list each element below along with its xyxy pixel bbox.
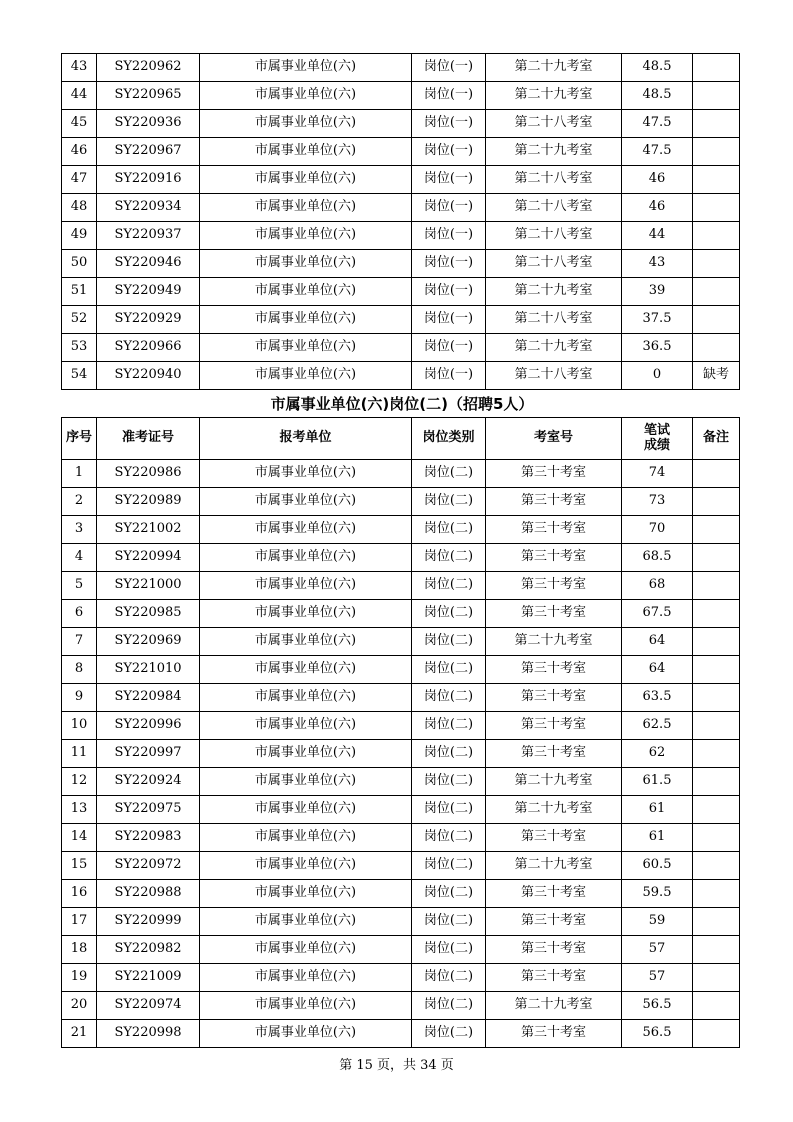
exam-id-cell: SY220946 (97, 250, 200, 278)
results-table-post-2 (61, 417, 740, 1048)
score-cell: 57 (622, 936, 693, 964)
exam-id-cell: SY220999 (97, 908, 200, 936)
remarks-cell (693, 628, 740, 656)
post-type-cell: 岗位(二) (412, 824, 486, 852)
unit-cell: 市属事业单位(六) (200, 796, 412, 824)
post-type-cell: 岗位(二) (412, 656, 486, 684)
seq-cell: 47 (62, 166, 97, 194)
seq-cell: 52 (62, 306, 97, 334)
table-row (62, 222, 740, 250)
unit-cell: 市属事业单位(六) (200, 544, 412, 572)
table-row (62, 740, 740, 768)
unit-cell: 市属事业单位(六) (200, 334, 412, 362)
unit-cell: 市属事业单位(六) (200, 460, 412, 488)
unit-cell: 市属事业单位(六) (200, 488, 412, 516)
unit-cell: 市属事业单位(六) (200, 880, 412, 908)
exam-id-cell: SY220929 (97, 306, 200, 334)
header-remarks: 备注 (693, 418, 740, 460)
table-row (62, 712, 740, 740)
post-type-cell: 岗位(二) (412, 628, 486, 656)
post-type-cell: 岗位(二) (412, 1020, 486, 1048)
post-type-cell: 岗位(二) (412, 516, 486, 544)
exam-room-cell: 第三十考室 (486, 964, 622, 992)
exam-room-cell: 第三十考室 (486, 488, 622, 516)
table-row (62, 656, 740, 684)
unit-cell: 市属事业单位(六) (200, 82, 412, 110)
exam-room-cell: 第二十九考室 (486, 138, 622, 166)
exam-room-cell: 第三十考室 (486, 712, 622, 740)
post-type-cell: 岗位(一) (412, 138, 486, 166)
table-row (62, 908, 740, 936)
table-row (62, 488, 740, 516)
seq-cell: 15 (62, 852, 97, 880)
unit-cell: 市属事业单位(六) (200, 250, 412, 278)
post-type-cell: 岗位(二) (412, 964, 486, 992)
exam-id-cell: SY220982 (97, 936, 200, 964)
remarks-cell: 缺考 (693, 362, 740, 390)
remarks-cell (693, 54, 740, 82)
seq-cell: 6 (62, 600, 97, 628)
table-row (62, 600, 740, 628)
exam-room-cell: 第二十九考室 (486, 768, 622, 796)
score-cell: 70 (622, 516, 693, 544)
post-type-cell: 岗位(一) (412, 222, 486, 250)
unit-cell: 市属事业单位(六) (200, 278, 412, 306)
unit-cell: 市属事业单位(六) (200, 194, 412, 222)
exam-room-cell: 第三十考室 (486, 516, 622, 544)
unit-cell: 市属事业单位(六) (200, 936, 412, 964)
table-row (62, 460, 740, 488)
exam-id-cell: SY220937 (97, 222, 200, 250)
post-type-cell: 岗位(一) (412, 166, 486, 194)
score-cell: 68 (622, 572, 693, 600)
remarks-cell (693, 166, 740, 194)
seq-cell: 46 (62, 138, 97, 166)
score-cell: 57 (622, 964, 693, 992)
remarks-cell (693, 250, 740, 278)
section-title: 市属事业单位(六)岗位(二)（招聘5人） (270, 395, 534, 413)
score-cell: 60.5 (622, 852, 693, 880)
score-cell: 68.5 (622, 544, 693, 572)
seq-cell: 45 (62, 110, 97, 138)
seq-cell: 1 (62, 460, 97, 488)
score-cell: 59.5 (622, 880, 693, 908)
table-row (62, 306, 740, 334)
remarks-cell (693, 824, 740, 852)
score-cell: 47.5 (622, 110, 693, 138)
unit-cell: 市属事业单位(六) (200, 908, 412, 936)
remarks-cell (693, 656, 740, 684)
exam-room-cell: 第三十考室 (486, 824, 622, 852)
score-cell: 62.5 (622, 712, 693, 740)
score-cell: 0 (622, 362, 693, 390)
unit-cell: 市属事业单位(六) (200, 138, 412, 166)
table-row (62, 516, 740, 544)
unit-cell: 市属事业单位(六) (200, 656, 412, 684)
table-row (62, 768, 740, 796)
score-cell: 56.5 (622, 992, 693, 1020)
post-type-cell: 岗位(二) (412, 712, 486, 740)
post-type-cell: 岗位(二) (412, 684, 486, 712)
seq-cell: 14 (62, 824, 97, 852)
seq-cell: 8 (62, 656, 97, 684)
remarks-cell (693, 222, 740, 250)
post-type-cell: 岗位(二) (412, 880, 486, 908)
remarks-cell (693, 796, 740, 824)
unit-cell: 市属事业单位(六) (200, 964, 412, 992)
post-type-cell: 岗位(二) (412, 572, 486, 600)
table-row (62, 194, 740, 222)
post-type-cell: 岗位(二) (412, 740, 486, 768)
score-cell: 73 (622, 488, 693, 516)
table-row (62, 166, 740, 194)
score-cell: 62 (622, 740, 693, 768)
unit-cell: 市属事业单位(六) (200, 306, 412, 334)
table-row (62, 628, 740, 656)
score-cell: 64 (622, 628, 693, 656)
table-row (62, 992, 740, 1020)
seq-cell: 10 (62, 712, 97, 740)
remarks-cell (693, 544, 740, 572)
score-cell: 44 (622, 222, 693, 250)
exam-id-cell: SY220924 (97, 768, 200, 796)
exam-room-cell: 第二十九考室 (486, 278, 622, 306)
score-cell: 59 (622, 908, 693, 936)
exam-id-cell: SY220994 (97, 544, 200, 572)
results-table-continued-body (62, 54, 740, 390)
exam-room-cell: 第三十考室 (486, 544, 622, 572)
seq-cell: 18 (62, 936, 97, 964)
seq-cell: 16 (62, 880, 97, 908)
unit-cell: 市属事业单位(六) (200, 222, 412, 250)
post-type-cell: 岗位(二) (412, 768, 486, 796)
exam-room-cell: 第二十八考室 (486, 306, 622, 334)
remarks-cell (693, 936, 740, 964)
post-type-cell: 岗位(二) (412, 460, 486, 488)
seq-cell: 2 (62, 488, 97, 516)
exam-room-cell: 第二十八考室 (486, 222, 622, 250)
remarks-cell (693, 908, 740, 936)
seq-cell: 12 (62, 768, 97, 796)
exam-id-cell: SY220967 (97, 138, 200, 166)
unit-cell: 市属事业单位(六) (200, 824, 412, 852)
remarks-cell (693, 516, 740, 544)
score-cell: 36.5 (622, 334, 693, 362)
exam-id-cell: SY221002 (97, 516, 200, 544)
unit-cell: 市属事业单位(六) (200, 628, 412, 656)
table-row (62, 796, 740, 824)
post-type-cell: 岗位(二) (412, 908, 486, 936)
table-row (62, 278, 740, 306)
seq-cell: 48 (62, 194, 97, 222)
seq-cell: 4 (62, 544, 97, 572)
remarks-cell (693, 712, 740, 740)
seq-cell: 51 (62, 278, 97, 306)
table-row (62, 138, 740, 166)
exam-id-cell: SY220972 (97, 852, 200, 880)
remarks-cell (693, 572, 740, 600)
seq-cell: 53 (62, 334, 97, 362)
exam-room-cell: 第三十考室 (486, 572, 622, 600)
score-cell: 37.5 (622, 306, 693, 334)
unit-cell: 市属事业单位(六) (200, 992, 412, 1020)
exam-room-cell: 第三十考室 (486, 908, 622, 936)
exam-room-cell: 第二十九考室 (486, 54, 622, 82)
remarks-cell (693, 194, 740, 222)
remarks-cell (693, 82, 740, 110)
exam-id-cell: SY220934 (97, 194, 200, 222)
unit-cell: 市属事业单位(六) (200, 362, 412, 390)
seq-cell: 5 (62, 572, 97, 600)
table-row (62, 1020, 740, 1048)
unit-cell: 市属事业单位(六) (200, 166, 412, 194)
score-cell: 47.5 (622, 138, 693, 166)
score-cell: 61 (622, 824, 693, 852)
remarks-cell (693, 488, 740, 516)
remarks-cell (693, 110, 740, 138)
exam-id-cell: SY220983 (97, 824, 200, 852)
score-cell: 61 (622, 796, 693, 824)
exam-room-cell: 第三十考室 (486, 740, 622, 768)
table-row (62, 684, 740, 712)
post-type-cell: 岗位(一) (412, 194, 486, 222)
seq-cell: 43 (62, 54, 97, 82)
post-type-cell: 岗位(二) (412, 852, 486, 880)
seq-cell: 49 (62, 222, 97, 250)
score-cell: 63.5 (622, 684, 693, 712)
header-exam-room: 考室号 (486, 418, 622, 460)
remarks-cell (693, 306, 740, 334)
exam-id-cell: SY220988 (97, 880, 200, 908)
table-header-row (62, 418, 740, 460)
post-type-cell: 岗位(二) (412, 796, 486, 824)
post-type-cell: 岗位(一) (412, 110, 486, 138)
remarks-cell (693, 1020, 740, 1048)
exam-room-cell: 第三十考室 (486, 936, 622, 964)
table-row (62, 964, 740, 992)
post-type-cell: 岗位(一) (412, 278, 486, 306)
results-table-continued (61, 53, 740, 390)
table-row (62, 572, 740, 600)
header-unit: 报考单位 (200, 418, 412, 460)
results-table-post-2-body (62, 460, 740, 1048)
table-row (62, 880, 740, 908)
remarks-cell (693, 278, 740, 306)
seq-cell: 7 (62, 628, 97, 656)
unit-cell: 市属事业单位(六) (200, 684, 412, 712)
exam-room-cell: 第二十九考室 (486, 992, 622, 1020)
score-cell: 48.5 (622, 82, 693, 110)
remarks-cell (693, 992, 740, 1020)
score-cell: 48.5 (622, 54, 693, 82)
seq-cell: 20 (62, 992, 97, 1020)
unit-cell: 市属事业单位(六) (200, 110, 412, 138)
header-written-score (622, 418, 693, 460)
table-row (62, 82, 740, 110)
exam-room-cell: 第三十考室 (486, 684, 622, 712)
unit-cell: 市属事业单位(六) (200, 572, 412, 600)
table-row (62, 250, 740, 278)
exam-room-cell: 第二十九考室 (486, 628, 622, 656)
table-row (62, 936, 740, 964)
seq-cell: 44 (62, 82, 97, 110)
unit-cell: 市属事业单位(六) (200, 768, 412, 796)
score-cell: 46 (622, 194, 693, 222)
seq-cell: 9 (62, 684, 97, 712)
remarks-cell (693, 880, 740, 908)
exam-id-cell: SY220986 (97, 460, 200, 488)
header-exam-id: 准考证号 (97, 418, 200, 460)
unit-cell: 市属事业单位(六) (200, 54, 412, 82)
exam-id-cell: SY220984 (97, 684, 200, 712)
exam-id-cell: SY220974 (97, 992, 200, 1020)
unit-cell: 市属事业单位(六) (200, 712, 412, 740)
exam-room-cell: 第三十考室 (486, 460, 622, 488)
table-row (62, 362, 740, 390)
seq-cell: 3 (62, 516, 97, 544)
exam-room-cell: 第二十九考室 (486, 82, 622, 110)
exam-id-cell: SY220966 (97, 334, 200, 362)
post-type-cell: 岗位(一) (412, 54, 486, 82)
score-cell: 43 (622, 250, 693, 278)
unit-cell: 市属事业单位(六) (200, 516, 412, 544)
header-seq: 序号 (62, 418, 97, 460)
exam-id-cell: SY220962 (97, 54, 200, 82)
post-type-cell: 岗位(二) (412, 544, 486, 572)
page-footer: 第 15 页，共 34 页 (339, 1058, 454, 1073)
exam-id-cell: SY220969 (97, 628, 200, 656)
exam-id-cell: SY221010 (97, 656, 200, 684)
unit-cell: 市属事业单位(六) (200, 1020, 412, 1048)
header-written-score-label: 笔试 成绩 (643, 422, 670, 453)
exam-id-cell: SY220997 (97, 740, 200, 768)
exam-id-cell: SY220940 (97, 362, 200, 390)
remarks-cell (693, 768, 740, 796)
seq-cell: 17 (62, 908, 97, 936)
score-cell: 61.5 (622, 768, 693, 796)
exam-room-cell: 第二十九考室 (486, 852, 622, 880)
remarks-cell (693, 460, 740, 488)
exam-room-cell: 第二十八考室 (486, 362, 622, 390)
seq-cell: 21 (62, 1020, 97, 1048)
seq-cell: 13 (62, 796, 97, 824)
table-row (62, 110, 740, 138)
exam-id-cell: SY220989 (97, 488, 200, 516)
remarks-cell (693, 964, 740, 992)
exam-room-cell: 第二十九考室 (486, 796, 622, 824)
remarks-cell (693, 740, 740, 768)
post-type-cell: 岗位(一) (412, 250, 486, 278)
exam-room-cell: 第二十八考室 (486, 166, 622, 194)
post-type-cell: 岗位(一) (412, 306, 486, 334)
table-row (62, 544, 740, 572)
exam-id-cell: SY220998 (97, 1020, 200, 1048)
exam-room-cell: 第三十考室 (486, 656, 622, 684)
seq-cell: 50 (62, 250, 97, 278)
post-type-cell: 岗位(二) (412, 936, 486, 964)
score-cell: 74 (622, 460, 693, 488)
exam-room-cell: 第二十九考室 (486, 334, 622, 362)
exam-room-cell: 第二十八考室 (486, 110, 622, 138)
header-post-type: 岗位类别 (412, 418, 486, 460)
exam-id-cell: SY220996 (97, 712, 200, 740)
score-cell: 64 (622, 656, 693, 684)
exam-room-cell: 第三十考室 (486, 600, 622, 628)
score-cell: 46 (622, 166, 693, 194)
post-type-cell: 岗位(二) (412, 992, 486, 1020)
exam-room-cell: 第三十考室 (486, 1020, 622, 1048)
remarks-cell (693, 852, 740, 880)
exam-id-cell: SY220985 (97, 600, 200, 628)
exam-room-cell: 第三十考室 (486, 880, 622, 908)
post-type-cell: 岗位(一) (412, 82, 486, 110)
score-cell: 67.5 (622, 600, 693, 628)
seq-cell: 19 (62, 964, 97, 992)
table-row (62, 54, 740, 82)
exam-room-cell: 第二十八考室 (486, 194, 622, 222)
remarks-cell (693, 600, 740, 628)
remarks-cell (693, 138, 740, 166)
unit-cell: 市属事业单位(六) (200, 600, 412, 628)
score-cell: 56.5 (622, 1020, 693, 1048)
table-row (62, 334, 740, 362)
exam-id-cell: SY220949 (97, 278, 200, 306)
remarks-cell (693, 684, 740, 712)
table-row (62, 824, 740, 852)
post-type-cell: 岗位(一) (412, 334, 486, 362)
exam-id-cell: SY221009 (97, 964, 200, 992)
exam-room-cell: 第二十八考室 (486, 250, 622, 278)
post-type-cell: 岗位(二) (412, 488, 486, 516)
post-type-cell: 岗位(二) (412, 600, 486, 628)
exam-id-cell: SY220975 (97, 796, 200, 824)
exam-id-cell: SY220965 (97, 82, 200, 110)
seq-cell: 11 (62, 740, 97, 768)
remarks-cell (693, 334, 740, 362)
seq-cell: 54 (62, 362, 97, 390)
score-cell: 39 (622, 278, 693, 306)
table-row (62, 852, 740, 880)
unit-cell: 市属事业单位(六) (200, 852, 412, 880)
exam-id-cell: SY220936 (97, 110, 200, 138)
exam-id-cell: SY221000 (97, 572, 200, 600)
post-type-cell: 岗位(一) (412, 362, 486, 390)
unit-cell: 市属事业单位(六) (200, 740, 412, 768)
exam-id-cell: SY220916 (97, 166, 200, 194)
